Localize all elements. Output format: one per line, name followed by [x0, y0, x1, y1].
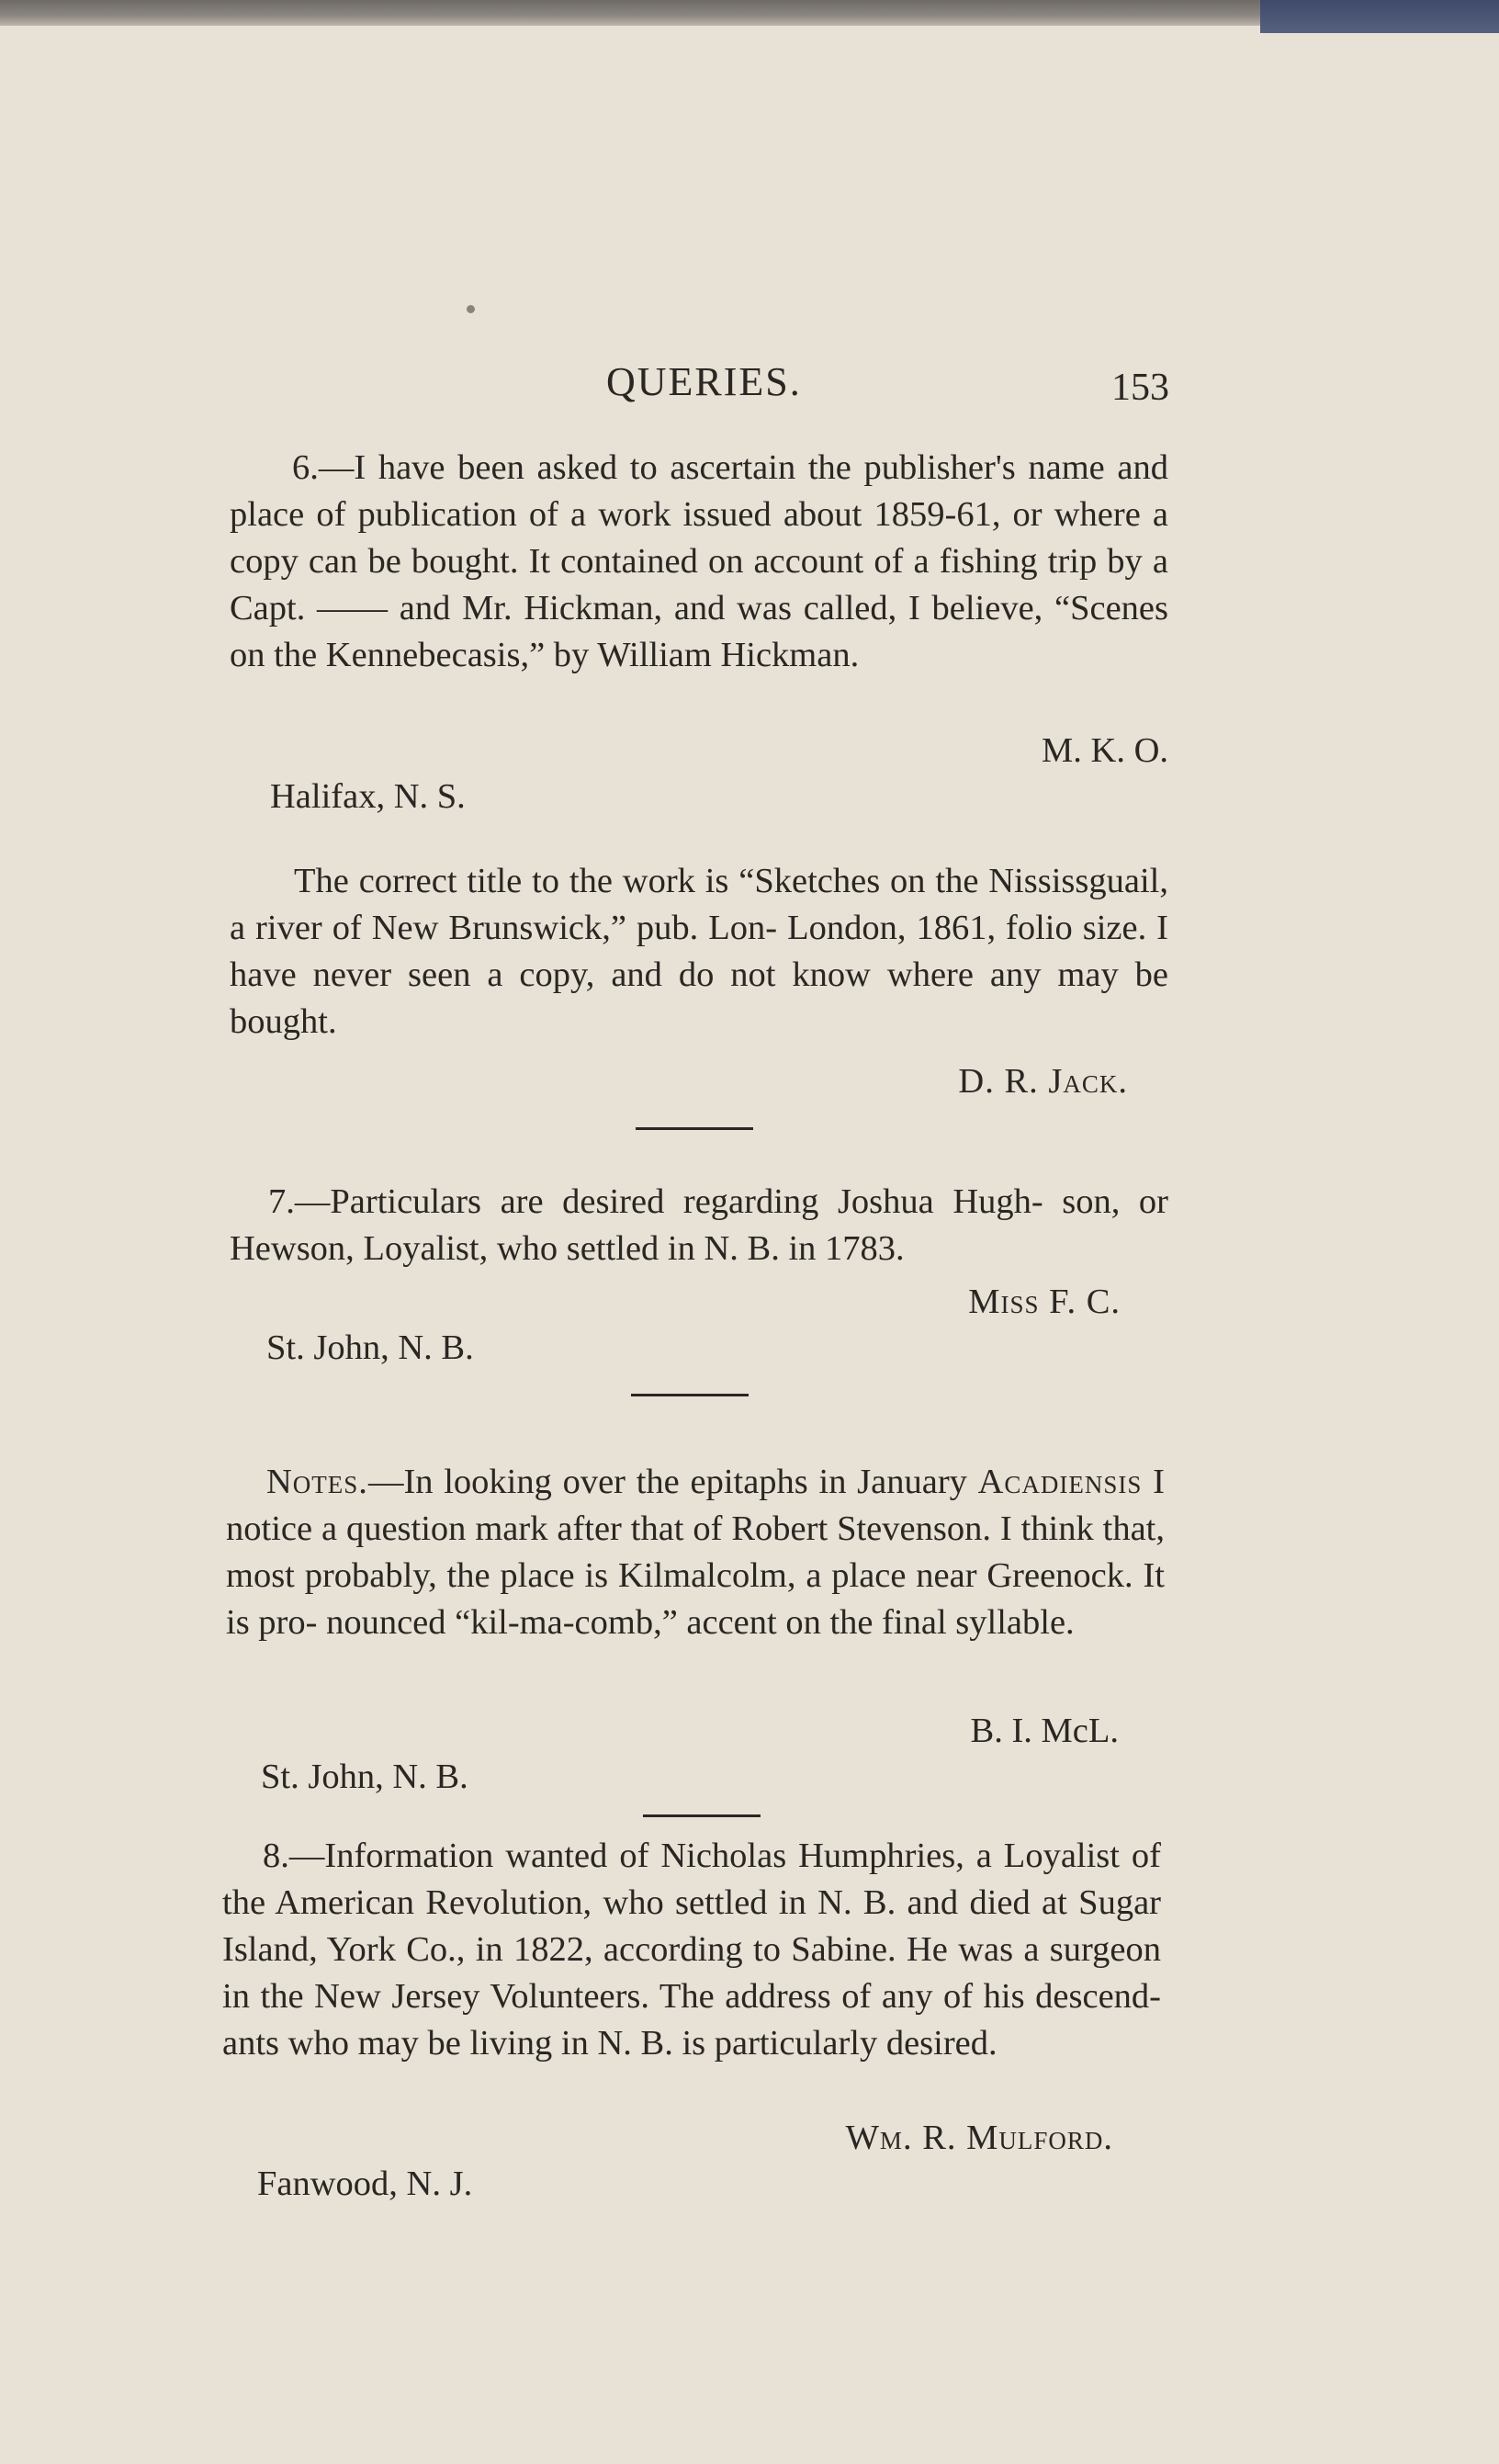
notes-text [226, 1459, 1165, 1646]
answer-6-text: The correct title to the work is “Sketches on the Nississguail, a river of New Brunswick,” pub. Lon- London, 1861, folio size. I have never seen a copy, and do not know where any may be bought. [230, 862, 1168, 1041]
answer-6-signature: D. R. Jack. [958, 1062, 1128, 1101]
query-8-text: 8.—Information wanted of Nicholas Humphries, a Loyalist of the American Revolution, who settled in N. B. and died at Sugar Island, York Co., in 1822, according to Sabine. He was a surgeon in the New Jersey Volunteers. The address of any of his descend- ants who may be living in N. B. is particularly desired. [222, 1837, 1161, 2063]
page-number: 153 [1111, 367, 1169, 409]
query-7-signature: Miss F. C. [968, 1283, 1121, 1321]
journal-name: Acadiensis [977, 1463, 1143, 1501]
running-header-title: QUERIES. [606, 359, 802, 404]
query-6-text: 6.—I have been asked to ascertain the publisher's name and place of publication of a work issued about 1859-61, or where a copy can be bought. It contained on account of a fishing trip by a Capt. —— and Mr. Hickman, and was called, I believe, “Scenes on the Kennebecasis,” by William Hickman. [230, 448, 1168, 674]
section-divider [636, 1127, 753, 1130]
query-8-signature: Wm. R. Mulford. [845, 2119, 1113, 2157]
query-8-place: Fanwood, N. J. [257, 2164, 473, 2203]
notes-signature: B. I. McL. [970, 1712, 1119, 1750]
page-speck [467, 305, 475, 313]
query-7-text: 7.—Particulars are desired regarding Joshua Hugh- son, or Hewson, Loyalist, who settled in N. B. in 1783. [230, 1182, 1168, 1268]
notes-lead: Notes. [266, 1463, 368, 1501]
section-divider [643, 1814, 761, 1817]
section-divider [631, 1394, 749, 1396]
notes-text-part2: I notice a question mark after that of Robert Stevenson. I think that, most probably, the place is Kilmalcolm, a place near Greenock. It is pro- nounced “kil-ma-comb,” accent on the final syllable. [226, 1463, 1165, 1642]
query-7-place: St. John, N. B. [266, 1328, 474, 1367]
notes-place: St. John, N. B. [261, 1758, 468, 1796]
query-6-signature: M. K. O. [1042, 731, 1168, 770]
notes-text-part1: —In looking over the epitaphs in January [367, 1463, 978, 1501]
query-6-place: Halifax, N. S. [270, 777, 466, 816]
